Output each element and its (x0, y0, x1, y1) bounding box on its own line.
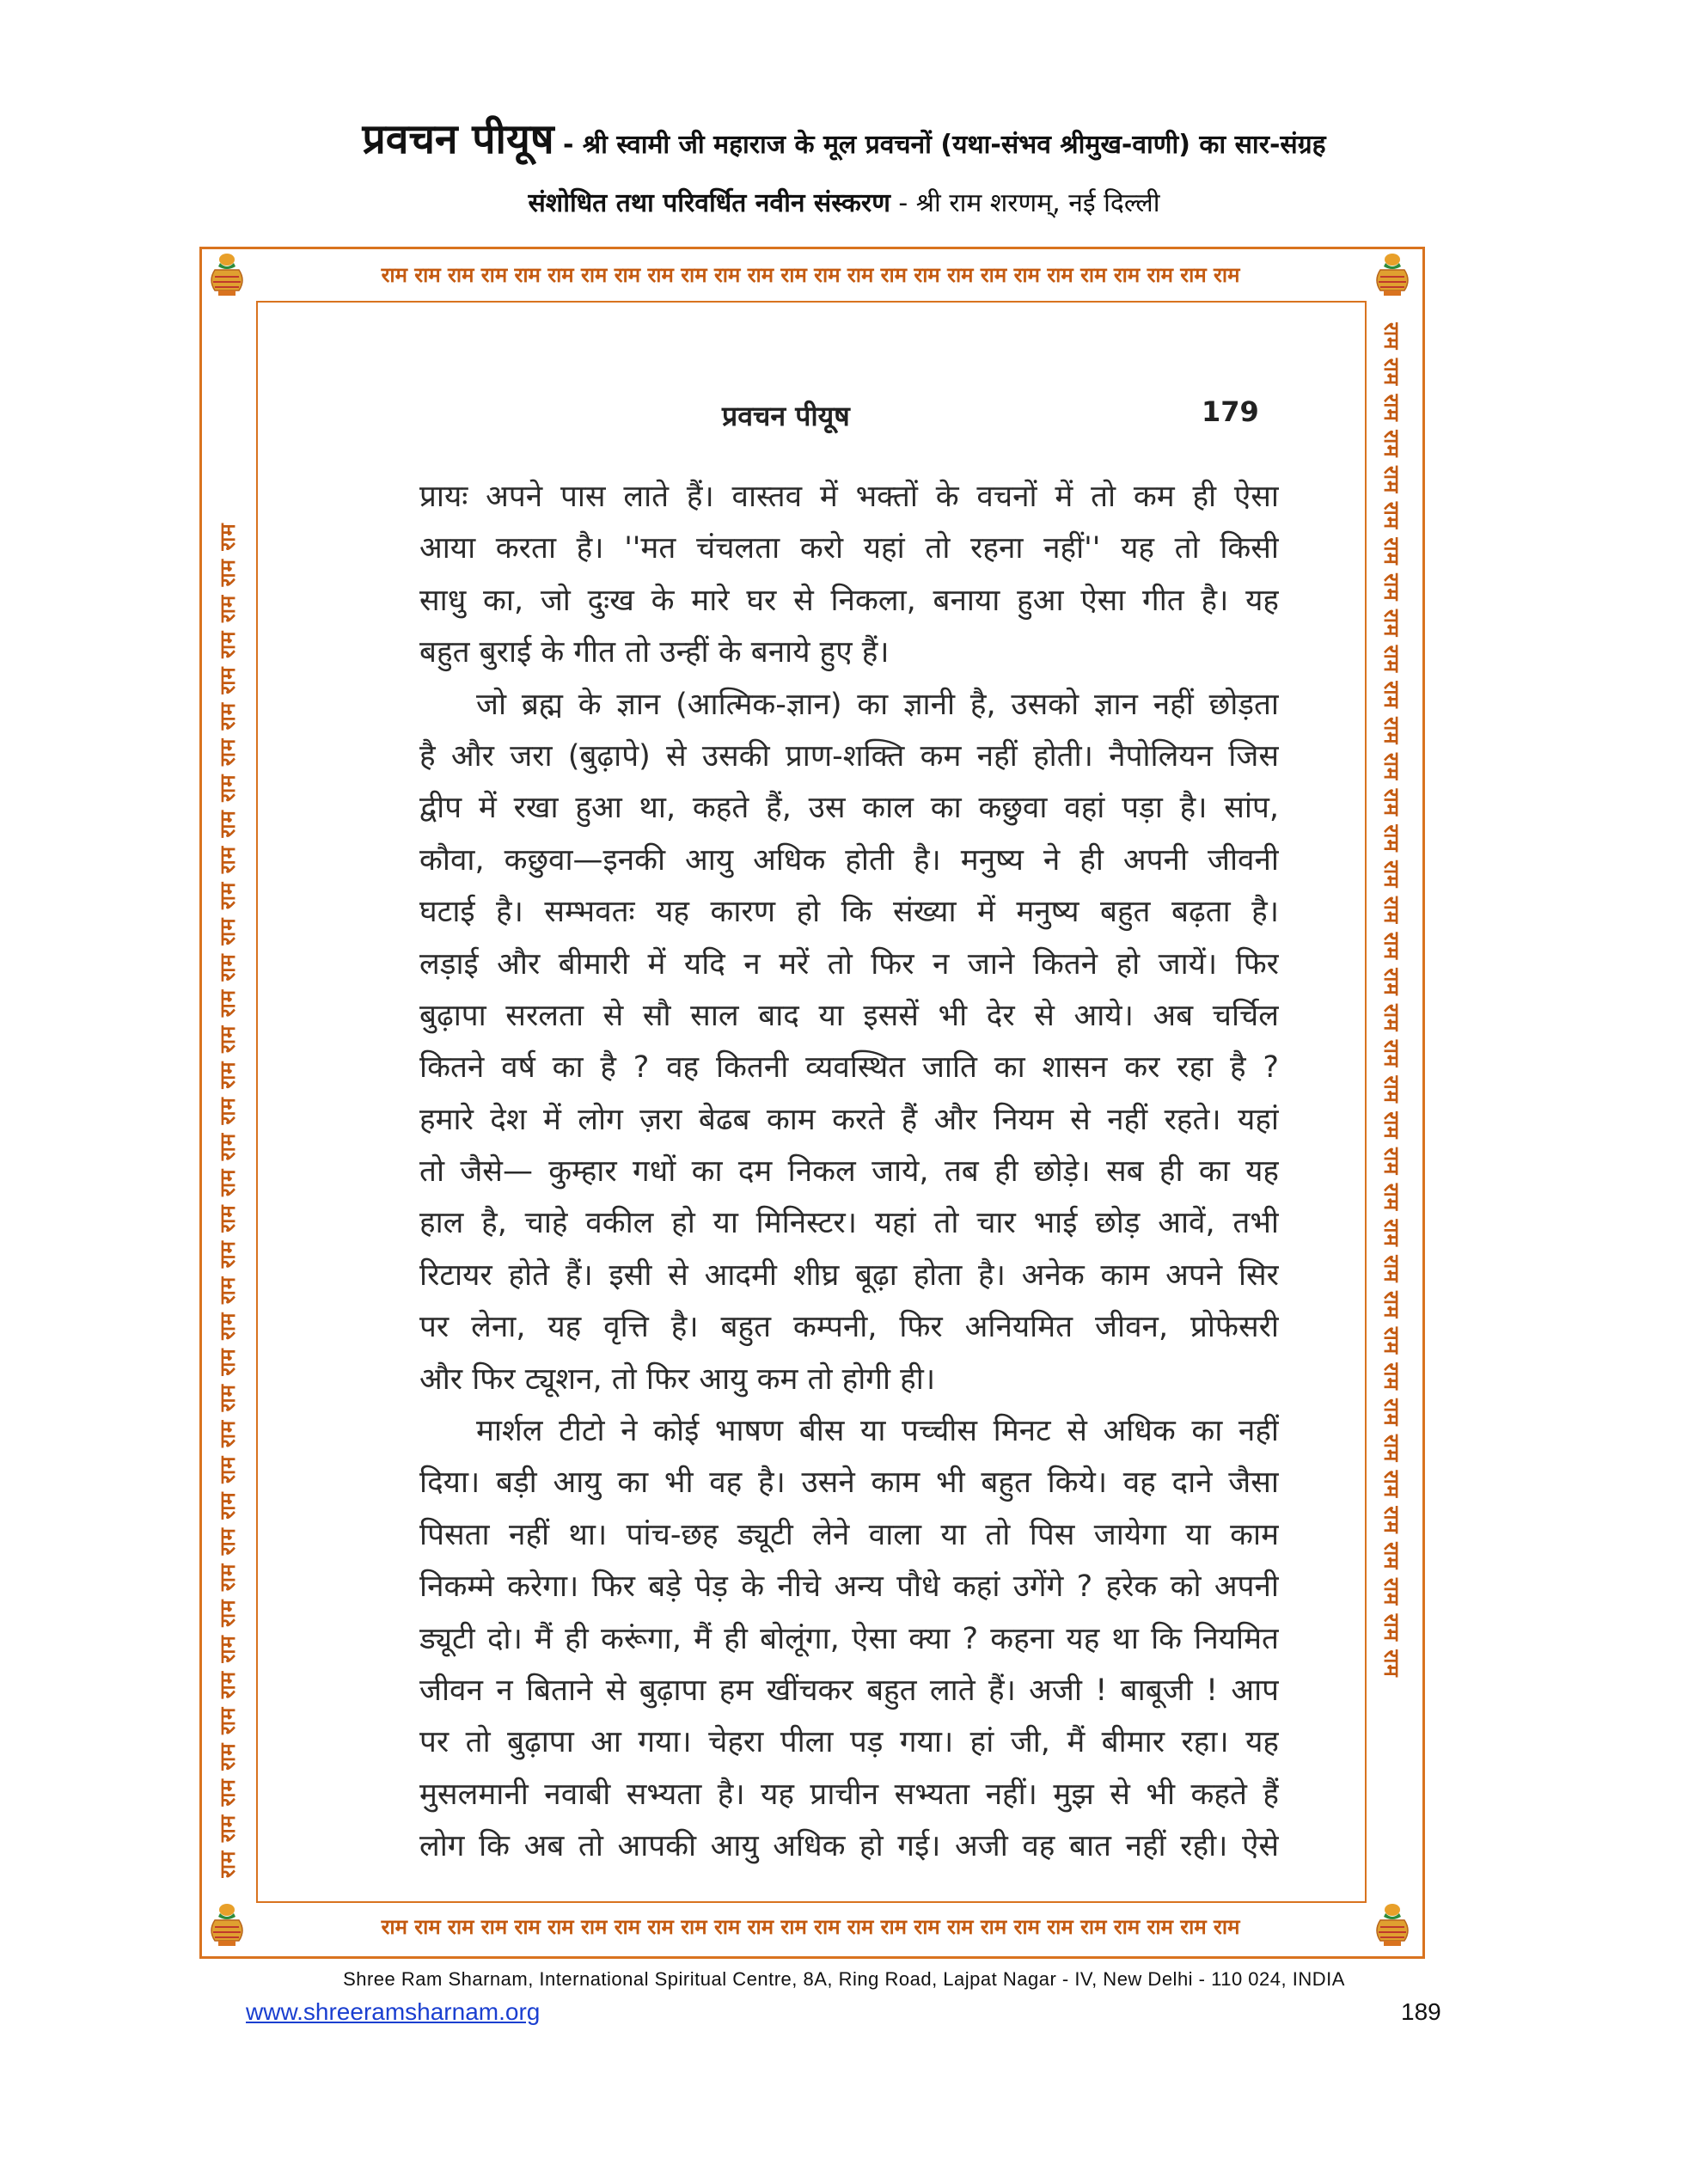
text-line: और फिर ट्यूशन, तो फिर आयु कम तो होगी ही। (419, 1361, 936, 1397)
text-line: लड़ाई और बीमारी में यदि न मरें तो फिर न जाने कितने हो जायें। फिर (419, 946, 1279, 982)
text-line: दिया। बड़ी आयु का भी वह है। उसने काम भी बहुत किये। वह दाने जैसा (419, 1465, 1279, 1501)
text-line: निकम्मे करेगा। फिर बड़े पेड़ के नीचे अन्य पौधे कहां उगेंगे ? हरेक को अपनी (419, 1569, 1279, 1605)
text-line: लोग कि अब तो आपकी आयु अधिक हो गई। अजी वह बात नहीं रही। ऐसे (419, 1829, 1279, 1864)
text-line: पर लेना, यह वृत्ति है। बहुत कम्पनी, फिर अनियमित जीवन, प्रोफेसरी (419, 1310, 1279, 1345)
text-line: पिसता नहीं था। पांच-छह ड्यूटी लेने वाला या तो पिस जायेगा या काम (419, 1517, 1279, 1552)
footer-address: Shree Ram Sharnam, International Spiritual Centre, 8A, Ring Road, Lajpat Nagar - IV, New Delhi - 110 024, INDIA (343, 1968, 1345, 1990)
text-line: रिटायर होते हैं। इसी से आदमी शीघ्र बूढ़ा होता है। अनेक काम अपने सिर (419, 1257, 1279, 1293)
text-line: ड्यूटी दो। मैं ही करूंगा, मैं ही बोलूंगा, ऐसा क्या ? कहना यह था कि नियमित (419, 1621, 1279, 1656)
header-title-separator: - (553, 130, 583, 160)
kalash-icon (203, 1901, 251, 1949)
kalash-icon (1368, 1901, 1416, 1949)
text-line: तो जैसे— कुम्हार गधों का दम निकल जाये, तब ही छोड़े। सब ही का यह (419, 1154, 1279, 1190)
kalash-icon (203, 251, 251, 299)
text-line: मुसलमानी नवाबी सभ्यता है। यह प्राचीन सभ्यता नहीं। मुझ से भी कहते हैं (419, 1777, 1279, 1812)
text-line: आया करता है। ''मत चंचलता करो यहां तो रहना नहीं'' यह तो किसी (419, 531, 1279, 566)
header-title-main: प्रवचन पीयूष (362, 115, 554, 163)
text-line: घटाई है। सम्भवतः यह कारण हो कि संख्या में मनुष्य बहुत बढ़ता है। (419, 895, 1279, 930)
border-ram-left (206, 322, 249, 1878)
kalash-icon (1368, 251, 1416, 299)
book-running-title: प्रवचन पीयूष (722, 400, 850, 432)
border-ram-bottom: राम राम राम राम राम राम राम राम राम राम राम राम राम राम राम राम राम राम राम राम राम राम राम राम राम राम (381, 1915, 1240, 1939)
header-edition-rest: - श्री राम शरणम्, नई दिल्ली (890, 188, 1160, 218)
text-line: पर तो बुढ़ापा आ गया। चेहरा पीला पड़ गया। हां जी, मैं बीमार रहा। यह (419, 1725, 1279, 1760)
text-line: हाल है, चाहे वकील हो या मिनिस्टर। यहां तो चार भाई छोड़ आवें, तभी (419, 1206, 1279, 1241)
text-line: कितने वर्ष का है ? वह कितनी व्यवस्थित जाति का शासन कर रहा है ? (419, 1050, 1279, 1086)
text-line: बुढ़ापा सरलता से सौ साल बाद या इससें भी देर से आये। अब चर्चिल (419, 998, 1279, 1033)
text-line: जीवन न बिताने से बुढ़ापा हम खींचकर बहुत लाते हैं। अजी ! बाबूजी ! आप (419, 1673, 1279, 1708)
border-ram-right-text: राम राम राम राम राम राम राम राम राम राम राम राम राम राम राम राम राम राम राम राम राम राम राम राम राम राम राम राम राम राम राम राम राम राम राम राम राम राम (1379, 322, 1404, 1678)
border-ram-top: राम राम राम राम राम राम राम राम राम राम राम राम राम राम राम राम राम राम राम राम राम राम राम राम राम राम (381, 263, 1240, 287)
book-page-number: 179 (1202, 395, 1259, 428)
text-line: बहुत बुराई के गीत तो उन्हीं के बनाये हुए हैं। (419, 635, 890, 670)
text-line: मार्शल टीटो ने कोई भाषण बीस या पच्चीस मिनट से अधिक का नहीं (476, 1414, 1279, 1449)
text-line: प्रायः अपने पास लाते हैं। वास्तव में भक्तों के वचनों में तो कम ही ऐसा (419, 480, 1279, 514)
document-header-edition (0, 184, 1688, 219)
text-line: साधु का, जो दुःख के मारे घर से निकला, बनाया हुआ ऐसा गीत है। यह (419, 583, 1279, 618)
text-line: द्वीप में रखा हुआ था, कहते हैं, उस काल का कछुवा वहां पड़ा है। सांप, (419, 791, 1279, 826)
text-line: जो ब्रह्म के ज्ञान (आत्मिक-ज्ञान) का ज्ञानी है, उसको ज्ञान नहीं छोड़ता (476, 687, 1279, 722)
book-body-text (419, 471, 1279, 1873)
text-line: हमारे देश में लोग ज़रा बेढब काम करते हैं और नियम से नहीं रहते। यहां (419, 1102, 1279, 1137)
border-ram-left-text: राम राम राम राम राम राम राम राम राम राम राम राम राम राम राम राम राम राम राम राम राम राम राम राम राम राम राम राम राम राम राम राम राम राम राम राम राम राम (216, 523, 240, 1878)
header-edition-bold: संशोधित तथा परिवर्धित नवीन संस्करण (528, 188, 890, 218)
document-header-title (0, 110, 1688, 166)
text-line: कौवा, कछुवा—इनकी आयु अधिक होती है। मनुष्य ने ही अपनी जीवनी (419, 842, 1279, 878)
border-ram-right (1370, 322, 1413, 1878)
header-title-subtitle: श्री स्वामी जी महाराज के मूल प्रवचनों (यथा-संभव श्रीमुख-वाणी) का सार-संग्रह (582, 130, 1326, 160)
footer-page-number: 189 (1401, 1998, 1441, 2025)
text-line: है और जरा (बुढ़ापे) से उसकी प्राण-शक्ति कम नहीं होती। नैपोलियन जिस (419, 738, 1279, 774)
footer-website-link[interactable]: www.shreeramsharnam.org (246, 1998, 541, 2025)
